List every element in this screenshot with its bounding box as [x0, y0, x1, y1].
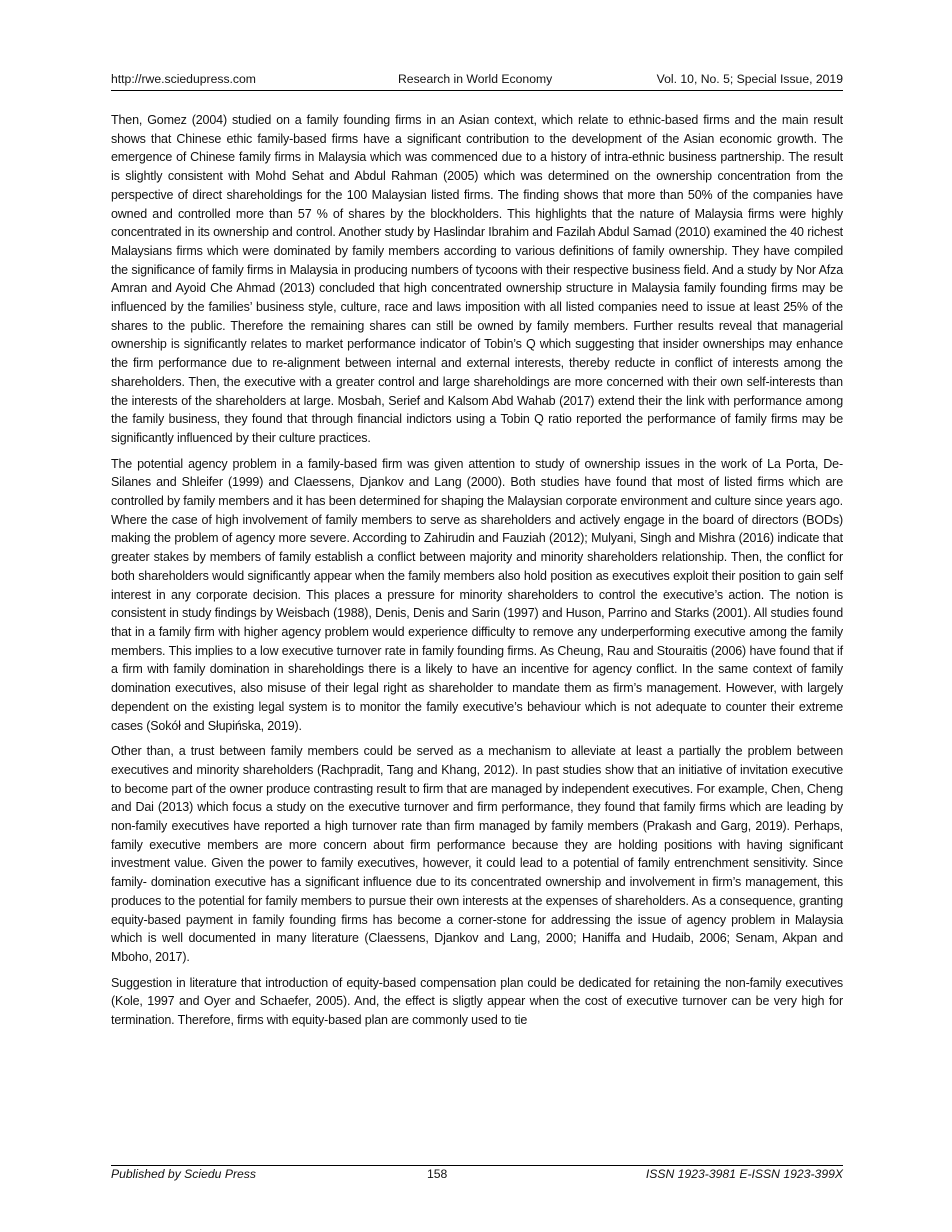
journal-url[interactable]: http://rwe.sciedupress.com	[111, 72, 256, 86]
paragraph-trust-family-members: Other than, a trust between family members could be served as a mechanism to alleviate at least a partially the problem between executives and minority shareholders (Rachpradit, Tang and Khang, 2012). In past studies show that an initiative of invitation executive to become part of the owner produce contrasting result to firm that are managed by independent executives. For example, Chen, Cheng and Dai (2013) which focus a study on the executive turnover and firm performance, they found that family firms which are leading by non-family executives have reported a high turnover rate than firm managed by family members (Prakash and Garg, 2019). Perhaps, family executive members are more concern about firm performance because they are holding positions with having significant investment value. Given the power to family executives, however, it could lead to a potential of family entrenchment sensitivity. Since family- domination executive has a significant influence due to its concentrated ownership and involvement in firm’s management, this produces to the potential for family members to pursue their own interests at the expenses of shareholders. As a consequence, granting equity-based payment in family founding firms has become a corner-stone for addressing the issue of agency problem in Malaysia which is well documented in many literature (Claessens, Djankov and Lang, 2000; Haniffa and Hudaib, 2006; Senam, Akpan and Mboho, 2017).	[111, 744, 843, 964]
paragraph-agency-problem: The potential agency problem in a family-based firm was given attention to study of ownership issues in the work of La Porta, De-Silanes and Shleifer (1999) and Claessens, Djankov and Lang (2000). Both studies have found that most of listed firms which are controlled by family members and it has been determined for shaping the Malaysian corporate environment and culture since years ago. Where the case of high involvement of family members to serve as shareholders and actively engage in the board of directors (BODs) making the problem of agency more severe. According to Zahirudin and Fauziah (2012); Mulyani, Singh and Mishra (2016) indicate that greater stakes by members of family establish a conflict between majority and minority shareholders relationship. Then, the conflict for both shareholders would significantly appear when the family members also hold position as executives exploit their position to gain self interest in any corporate decision. This places a pressure for minority shareholders to control the executive’s action. The notion is consistent in study findings by Weisbach (1988), Denis, Denis and Sarin (1997) and Huson, Parrino and Starks (2001). All studies found that in a family firm with higher agency problem would experience difficulty to remove any underperforming executive among the family members. This implies to a low executive turnover rate in family founding firms. As Cheung, Rau and Stouraitis (2006) have found that if a firm with family domination in shareholdings there is a likely to have an incentive for agency conflict. In the same context of family domination executives, also misuse of their legal right as shareholder to mandate them as firm’s management. However, with largely dependent on the existing legal system is to monitor the family executive’s behaviour which is not adequate to counter their extreme cases (Sokół and Słupińska, 2019).	[111, 456, 843, 733]
article-body	[111, 111, 843, 1037]
publisher: Published by Sciedu Press	[111, 1167, 256, 1181]
page-number: 158	[427, 1167, 448, 1181]
issue-info: Vol. 10, No. 5; Special Issue, 2019	[656, 72, 843, 86]
paragraph-equity-compensation: Suggestion in literature that introduction of equity-based compensation plan could be dedicated for retaining the non-family executives (Kole, 1997 and Oyer and Schaefer, 2005). And, the effect is sligtly appear when the cost of executive turnover can be very high for termination. Therefore, firms with equity-based plan are commonly used to tie	[111, 975, 843, 1028]
issn: ISSN 1923-3981 E-ISSN 1923-399X	[645, 1167, 843, 1181]
paragraph-family-firms-malaysia: Then, Gomez (2004) studied on a family founding firms in an Asian context, which relate to ethnic-based firms and the main result shows that Chinese ethic family-based firms have a significant contribution to the development of the Asian economic growth. The emergence of Chinese family firms in Malaysia which was commenced due to a history of intra-ethnic business partnership. The result is slightly consistent with Mohd Sehat and Abdul Rahman (2005) which was determined on the ownership concentration from the perspective of direct shareholdings for the 100 Malaysian listed firms. The finding shows that more than 50% of the companies have owned and controlled more than 57 % of shares by the blockholders. This highlights that the nature of Malaysia firms were highly concentrated in its ownership and control. Another study by Haslindar Ibrahim and Fazilah Abdul Samad (2010) examined the 40 richest Malaysians firms which were dominated by family members according to various definitions of family ownership. They have compiled the significance of family firms in Malaysia in producing numbers of tycoons with their respective business field. And a study by Nor Afza Amran and Ayoid Che Ahmad (2013) concluded that high concentrated ownership structure in Malaysia family founding firms may be influenced by the families’ business style, culture, race and laws imposition with all listed companies need to issue at least 25% of the shares to the public. Therefore the remaining shares can still be owned by family members. Further results reveal that managerial ownership is significantly relates to market performance indicator of Tobin’s Q which suggesting that insider ownerships may enhance the firm performance due to re-alignment between internal and external interests, thereby reducte in conflict of interests among the shareholders. Then, the executive with a greater control and large shareholdings are more concerned with their own self-interests than the interests of the shareholders at large. Mosbah, Serief and Kalsom Abd Wahab (2017) extend their the link with performance among the family business, they found that through financial indictors using a Tobin Q ratio reported the performance of family firms may be significantly influenced by their culture practices.	[111, 113, 843, 445]
page-footer	[111, 1165, 843, 1184]
journal-title: Research in World Economy	[398, 72, 553, 86]
page-header	[111, 72, 843, 91]
